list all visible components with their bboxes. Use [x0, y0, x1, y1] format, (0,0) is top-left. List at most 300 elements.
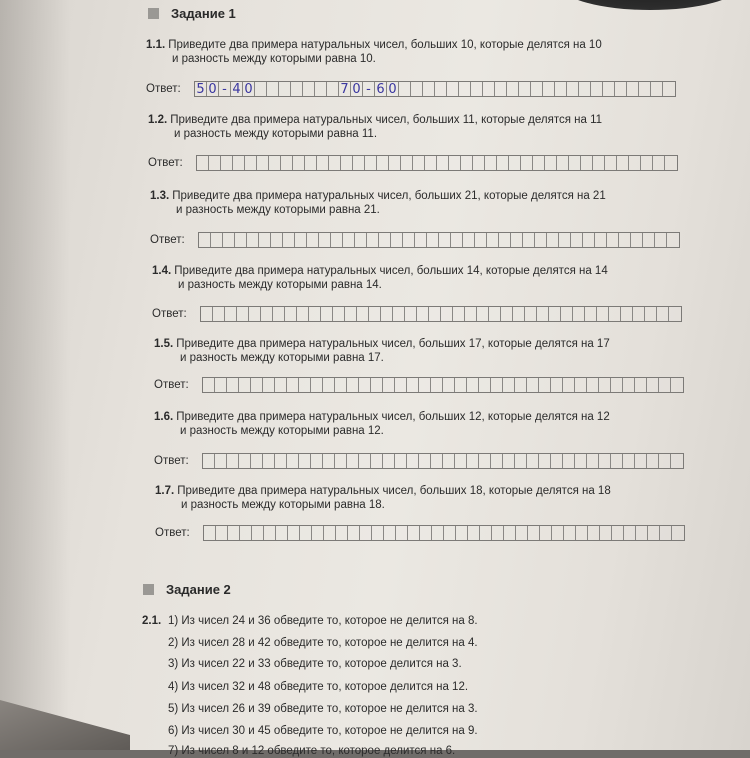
answer-cell[interactable] — [275, 454, 287, 468]
answer-cell[interactable] — [653, 156, 665, 170]
answer-cell[interactable] — [255, 82, 267, 96]
answer-label: Ответ: — [152, 308, 187, 320]
answer-cell[interactable] — [263, 378, 275, 392]
answer-cell[interactable] — [468, 526, 480, 540]
answer-cell[interactable] — [581, 156, 593, 170]
answer-cell[interactable] — [612, 526, 624, 540]
answer-label: Ответ: — [148, 157, 183, 169]
answer-cell[interactable]: 5 — [195, 82, 207, 96]
answer-cell[interactable] — [461, 156, 473, 170]
answer-cell[interactable] — [521, 156, 533, 170]
task-text-line2: и разность между которыми равна 11. — [174, 128, 378, 140]
answer-cell[interactable] — [477, 307, 489, 321]
answer-cell[interactable] — [209, 156, 221, 170]
answer-cell[interactable] — [443, 454, 455, 468]
answer-cell[interactable] — [627, 82, 639, 96]
answer-cell[interactable] — [341, 156, 353, 170]
answer-cell[interactable] — [659, 454, 671, 468]
answer-cell[interactable] — [431, 454, 443, 468]
answer-cell[interactable] — [583, 233, 595, 247]
task-number: 1.3. — [150, 190, 170, 202]
answer-cell[interactable] — [371, 378, 383, 392]
answer-cell[interactable] — [319, 233, 331, 247]
answer-cell[interactable] — [480, 526, 492, 540]
answer-cell[interactable] — [471, 82, 483, 96]
answer-cell[interactable] — [609, 307, 621, 321]
answer-cell[interactable] — [420, 526, 432, 540]
answer-cell[interactable] — [396, 526, 408, 540]
answer-cell[interactable] — [359, 378, 371, 392]
answer-cell[interactable] — [635, 378, 647, 392]
answer-cell[interactable] — [275, 378, 287, 392]
answer-cell[interactable]: - — [363, 82, 375, 96]
answer-cell[interactable] — [227, 378, 239, 392]
answer-cell[interactable] — [369, 307, 381, 321]
task-number: 1.6. — [154, 411, 174, 423]
answer-cell[interactable] — [479, 378, 491, 392]
task-6 — [154, 410, 694, 438]
answer-cell[interactable] — [279, 82, 291, 96]
answer-cell[interactable] — [535, 233, 547, 247]
answer-cell[interactable] — [605, 156, 617, 170]
answer-cell[interactable] — [479, 454, 491, 468]
answer-cell[interactable] — [489, 307, 501, 321]
answer-cell[interactable] — [575, 454, 587, 468]
answer-cell[interactable] — [587, 454, 599, 468]
answer-cell[interactable] — [395, 378, 407, 392]
answer-cell[interactable] — [509, 156, 521, 170]
answer-cell[interactable] — [287, 378, 299, 392]
answer-cell[interactable] — [335, 378, 347, 392]
answer-cell[interactable] — [443, 378, 455, 392]
answer-cell[interactable] — [657, 307, 669, 321]
answer-cell[interactable] — [515, 454, 527, 468]
answer-cell[interactable] — [228, 526, 240, 540]
answer-cell[interactable] — [359, 454, 371, 468]
answer-cell[interactable] — [264, 526, 276, 540]
answer-cell[interactable] — [539, 378, 551, 392]
answer-cell[interactable] — [287, 454, 299, 468]
answer-cell[interactable] — [429, 307, 441, 321]
answer-cell[interactable] — [311, 454, 323, 468]
answer-cell[interactable] — [267, 82, 279, 96]
answer-cell[interactable] — [323, 454, 335, 468]
answer-cell[interactable] — [297, 307, 309, 321]
answer-row-3 — [150, 231, 680, 249]
answer-cell[interactable] — [499, 233, 511, 247]
answer-cell[interactable] — [403, 233, 415, 247]
answer-cell[interactable] — [607, 233, 619, 247]
answer-cell[interactable] — [437, 156, 449, 170]
answer-cell[interactable] — [249, 307, 261, 321]
answer-cell[interactable] — [563, 454, 575, 468]
answer-cell[interactable] — [413, 156, 425, 170]
answer-cell[interactable] — [405, 307, 417, 321]
answer-cell[interactable] — [641, 156, 653, 170]
answer-cell[interactable] — [533, 156, 545, 170]
answer-cell[interactable]: 4 — [231, 82, 243, 96]
answer-cell[interactable] — [225, 307, 237, 321]
answer-grid[interactable] — [202, 453, 684, 469]
answer-cell[interactable] — [519, 82, 531, 96]
answer-cell[interactable] — [227, 454, 239, 468]
answer-cell[interactable] — [528, 526, 540, 540]
answer-cell[interactable] — [567, 82, 579, 96]
answer-cell[interactable] — [273, 307, 285, 321]
answer-cell[interactable] — [211, 233, 223, 247]
answer-cell[interactable] — [539, 454, 551, 468]
answer-cell[interactable] — [305, 156, 317, 170]
answer-cell[interactable]: 6 — [375, 82, 387, 96]
answer-cell[interactable] — [213, 307, 225, 321]
answer-cell[interactable] — [463, 233, 475, 247]
answer-cell[interactable]: 0 — [207, 82, 219, 96]
answer-cell[interactable] — [585, 307, 597, 321]
answer-cell[interactable] — [347, 454, 359, 468]
answer-cell[interactable] — [315, 82, 327, 96]
answer-cell[interactable] — [299, 378, 311, 392]
answer-cell[interactable] — [663, 82, 675, 96]
answer-cell[interactable] — [199, 233, 211, 247]
answer-cell[interactable] — [384, 526, 396, 540]
answer-cell[interactable] — [563, 378, 575, 392]
answer-cell[interactable] — [623, 378, 635, 392]
answer-cell[interactable] — [537, 307, 549, 321]
answer-cell[interactable] — [355, 233, 367, 247]
answer-cell[interactable] — [497, 156, 509, 170]
answer-cell[interactable] — [269, 156, 281, 170]
answer-cell[interactable] — [629, 156, 641, 170]
answer-cell[interactable]: 0 — [243, 82, 255, 96]
answer-cell[interactable] — [455, 454, 467, 468]
answer-cell[interactable] — [569, 156, 581, 170]
answer-cell[interactable] — [623, 454, 635, 468]
answer-cell[interactable] — [671, 454, 683, 468]
answer-cell[interactable] — [645, 307, 657, 321]
answer-cell[interactable] — [245, 156, 257, 170]
answer-cell[interactable] — [283, 233, 295, 247]
answer-cell[interactable] — [624, 526, 636, 540]
answer-cell[interactable] — [672, 526, 684, 540]
answer-cell[interactable] — [635, 454, 647, 468]
answer-cell[interactable] — [348, 526, 360, 540]
answer-cell[interactable] — [300, 526, 312, 540]
answer-cell[interactable]: - — [219, 82, 231, 96]
answer-grid[interactable] — [196, 155, 678, 171]
answer-cell[interactable] — [513, 307, 525, 321]
answer-cell[interactable] — [523, 233, 535, 247]
task-number: 1.4. — [152, 265, 172, 277]
answer-cell[interactable] — [215, 378, 227, 392]
answer-cell[interactable] — [419, 454, 431, 468]
answer-cell[interactable] — [597, 307, 609, 321]
answer-cell[interactable] — [491, 454, 503, 468]
answer-cell[interactable] — [660, 526, 672, 540]
answer-cell[interactable] — [372, 526, 384, 540]
answer-grid[interactable] — [194, 81, 676, 97]
answer-cell[interactable] — [271, 233, 283, 247]
answer-cell[interactable] — [593, 156, 605, 170]
answer-cell[interactable] — [432, 526, 444, 540]
answer-cell[interactable] — [647, 454, 659, 468]
answer-cell[interactable] — [365, 156, 377, 170]
answer-grid[interactable] — [198, 232, 680, 248]
answer-cell[interactable] — [441, 307, 453, 321]
answer-cell[interactable] — [261, 307, 273, 321]
answer-cell[interactable] — [237, 307, 249, 321]
answer-cell[interactable] — [600, 526, 612, 540]
answer-cell[interactable] — [204, 526, 216, 540]
answer-cell[interactable] — [551, 454, 563, 468]
answer-cell[interactable] — [295, 233, 307, 247]
answer-cell[interactable] — [417, 307, 429, 321]
answer-cell[interactable] — [323, 378, 335, 392]
answer-cell[interactable] — [233, 156, 245, 170]
answer-cell[interactable] — [459, 82, 471, 96]
answer-cell[interactable] — [579, 82, 591, 96]
answer-cell[interactable] — [367, 233, 379, 247]
answer-cell[interactable] — [659, 378, 671, 392]
answer-grid[interactable] — [200, 306, 682, 322]
task-number: 1.5. — [154, 338, 174, 350]
answer-cell[interactable] — [439, 233, 451, 247]
answer-cell[interactable] — [371, 454, 383, 468]
answer-cell[interactable] — [491, 378, 503, 392]
answer-cell[interactable] — [203, 378, 215, 392]
answer-cell[interactable] — [281, 156, 293, 170]
answer-cell[interactable] — [455, 378, 467, 392]
answer-cell[interactable] — [487, 233, 499, 247]
answer-cell[interactable] — [475, 233, 487, 247]
answer-cell[interactable] — [648, 526, 660, 540]
answer-cell[interactable] — [643, 233, 655, 247]
answer-cell[interactable] — [357, 307, 369, 321]
answer-cell[interactable] — [331, 233, 343, 247]
answer-cell[interactable] — [391, 233, 403, 247]
answer-cell[interactable] — [285, 307, 297, 321]
answer-cell[interactable] — [393, 307, 405, 321]
answer-cell[interactable] — [545, 156, 557, 170]
answer-cell[interactable] — [201, 307, 213, 321]
answer-cell[interactable] — [411, 82, 423, 96]
answer-cell[interactable] — [599, 454, 611, 468]
answer-cell[interactable] — [671, 378, 683, 392]
answer-cell[interactable] — [531, 82, 543, 96]
answer-cell[interactable] — [399, 82, 411, 96]
answer-cell[interactable] — [303, 82, 315, 96]
answer-cell[interactable] — [215, 454, 227, 468]
answer-cell[interactable]: 0 — [387, 82, 399, 96]
answer-cell[interactable] — [599, 378, 611, 392]
answer-cell[interactable] — [552, 526, 564, 540]
answer-cell[interactable] — [611, 378, 623, 392]
answer-cell[interactable] — [551, 378, 563, 392]
answer-grid[interactable] — [202, 377, 684, 393]
answer-cell[interactable] — [571, 233, 583, 247]
answer-label: Ответ: — [155, 527, 190, 539]
answer-cell[interactable] — [615, 82, 627, 96]
answer-cell[interactable] — [495, 82, 507, 96]
answer-cell[interactable] — [588, 526, 600, 540]
answer-cell[interactable] — [515, 378, 527, 392]
answer-row-2 — [148, 154, 678, 172]
answer-cell[interactable] — [379, 233, 391, 247]
answer-cell[interactable] — [665, 156, 677, 170]
answer-cell[interactable] — [347, 378, 359, 392]
answer-cell[interactable] — [276, 526, 288, 540]
task-number: 1.2. — [148, 114, 168, 126]
answer-cell[interactable] — [647, 378, 659, 392]
answer-cell[interactable] — [197, 156, 209, 170]
answer-cell[interactable] — [639, 82, 651, 96]
answer-cell[interactable] — [312, 526, 324, 540]
answer-cell[interactable] — [435, 82, 447, 96]
answer-cell[interactable] — [423, 82, 435, 96]
answer-cell[interactable] — [483, 82, 495, 96]
answer-cell[interactable] — [651, 82, 663, 96]
answer-cell[interactable] — [504, 526, 516, 540]
answer-cell[interactable] — [451, 233, 463, 247]
answer-cell[interactable] — [327, 82, 339, 96]
answer-cell[interactable] — [465, 307, 477, 321]
answer-cell[interactable] — [540, 526, 552, 540]
answer-cell[interactable] — [389, 156, 401, 170]
answer-cell[interactable] — [453, 307, 465, 321]
answer-cell[interactable] — [619, 233, 631, 247]
answer-cell[interactable] — [336, 526, 348, 540]
answer-cell[interactable] — [525, 307, 537, 321]
answer-cell[interactable] — [408, 526, 420, 540]
answer-cell[interactable] — [507, 82, 519, 96]
answer-cell[interactable] — [467, 378, 479, 392]
answer-cell[interactable] — [311, 378, 323, 392]
answer-cell[interactable] — [617, 156, 629, 170]
answer-cell[interactable] — [547, 233, 559, 247]
answer-cell[interactable] — [335, 454, 347, 468]
answer-cell[interactable] — [456, 526, 468, 540]
answer-cell[interactable] — [203, 454, 215, 468]
answer-grid[interactable] — [203, 525, 685, 541]
answer-cell[interactable] — [527, 378, 539, 392]
answer-cell[interactable] — [252, 526, 264, 540]
answer-cell[interactable] — [309, 307, 321, 321]
answer-cell[interactable] — [239, 454, 251, 468]
answer-cell[interactable] — [564, 526, 576, 540]
answer-cell[interactable] — [291, 82, 303, 96]
answer-cell[interactable] — [324, 526, 336, 540]
answer-cell[interactable]: 7 — [339, 82, 351, 96]
answer-cell[interactable] — [549, 307, 561, 321]
answer-cell[interactable] — [557, 156, 569, 170]
answer-cell[interactable] — [516, 526, 528, 540]
answer-cell[interactable] — [383, 454, 395, 468]
answer-cell[interactable] — [343, 233, 355, 247]
answer-cell[interactable]: 0 — [351, 82, 363, 96]
answer-cell[interactable] — [591, 82, 603, 96]
answer-cell[interactable] — [587, 378, 599, 392]
answer-cell[interactable] — [321, 307, 333, 321]
answer-cell[interactable] — [603, 82, 615, 96]
answer-cell[interactable] — [631, 233, 643, 247]
answer-cell[interactable] — [293, 156, 305, 170]
answer-cell[interactable] — [561, 307, 573, 321]
answer-cell[interactable] — [257, 156, 269, 170]
answer-cell[interactable] — [240, 526, 252, 540]
answer-cell[interactable] — [401, 156, 413, 170]
answer-cell[interactable] — [419, 378, 431, 392]
answer-cell[interactable] — [333, 307, 345, 321]
answer-cell[interactable] — [415, 233, 427, 247]
answer-cell[interactable] — [555, 82, 567, 96]
answer-cell[interactable] — [345, 307, 357, 321]
answer-cell[interactable] — [636, 526, 648, 540]
answer-cell[interactable] — [543, 82, 555, 96]
answer-cell[interactable] — [263, 454, 275, 468]
answer-cell[interactable] — [216, 526, 228, 540]
answer-cell[interactable] — [655, 233, 667, 247]
answer-cell[interactable] — [427, 233, 439, 247]
answer-cell[interactable] — [377, 156, 389, 170]
answer-cell[interactable] — [381, 307, 393, 321]
answer-cell[interactable] — [575, 378, 587, 392]
answer-row-6 — [154, 452, 684, 470]
answer-cell[interactable] — [573, 307, 585, 321]
answer-cell[interactable] — [611, 454, 623, 468]
answer-cell[interactable] — [449, 156, 461, 170]
answer-cell[interactable] — [667, 233, 679, 247]
answer-cell[interactable] — [485, 156, 497, 170]
answer-cell[interactable] — [595, 233, 607, 247]
answer-cell[interactable] — [503, 378, 515, 392]
answer-cell[interactable] — [633, 307, 645, 321]
answer-cell[interactable] — [307, 233, 319, 247]
answer-cell[interactable] — [621, 307, 633, 321]
answer-cell[interactable] — [383, 378, 395, 392]
answer-cell[interactable] — [221, 156, 233, 170]
answer-cell[interactable] — [407, 378, 419, 392]
answer-cell[interactable] — [576, 526, 588, 540]
answer-cell[interactable] — [467, 454, 479, 468]
answer-cell[interactable] — [223, 233, 235, 247]
answer-cell[interactable] — [447, 82, 459, 96]
answer-cell[interactable] — [425, 156, 437, 170]
answer-cell[interactable] — [360, 526, 372, 540]
answer-cell[interactable] — [299, 454, 311, 468]
answer-cell[interactable] — [444, 526, 456, 540]
answer-cell[interactable] — [317, 156, 329, 170]
answer-cell[interactable] — [669, 307, 681, 321]
answer-cell[interactable] — [511, 233, 523, 247]
answer-cell[interactable] — [259, 233, 271, 247]
answer-cell[interactable] — [473, 156, 485, 170]
answer-cell[interactable] — [501, 307, 513, 321]
answer-cell[interactable] — [559, 233, 571, 247]
answer-cell[interactable] — [407, 454, 419, 468]
answer-cell[interactable] — [247, 233, 259, 247]
answer-cell[interactable] — [395, 454, 407, 468]
answer-cell[interactable] — [431, 378, 443, 392]
answer-cell[interactable] — [353, 156, 365, 170]
answer-cell[interactable] — [251, 454, 263, 468]
answer-cell[interactable] — [235, 233, 247, 247]
answer-cell[interactable] — [288, 526, 300, 540]
answer-cell[interactable] — [503, 454, 515, 468]
answer-cell[interactable] — [329, 156, 341, 170]
answer-cell[interactable] — [527, 454, 539, 468]
answer-cell[interactable] — [239, 378, 251, 392]
answer-cell[interactable] — [492, 526, 504, 540]
answer-cell[interactable] — [251, 378, 263, 392]
